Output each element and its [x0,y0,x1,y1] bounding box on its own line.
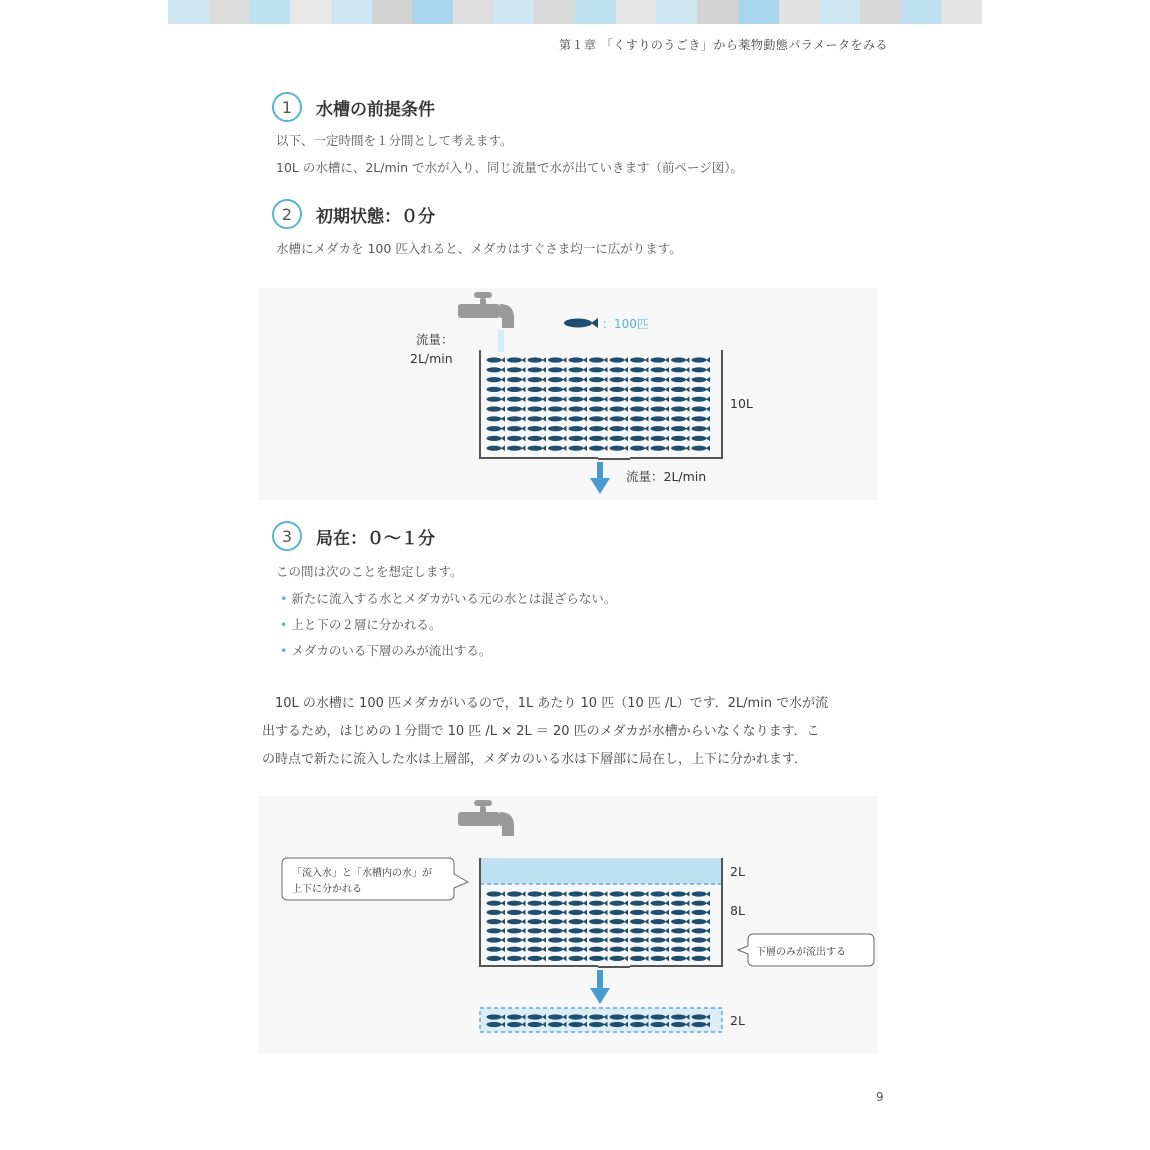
fish-icon [630,937,645,942]
fish-icon [507,1014,522,1019]
section-2-line-1: 水槽にメダカを 100 匹入れると、メダカはすぐさま均一に広がります。 [276,241,682,256]
fish-icon [548,891,563,896]
fish-icon [528,357,543,362]
fish-icon [630,901,645,906]
fish-icon [487,1014,502,1019]
fish-icon [487,1022,502,1027]
fish-icon [589,377,604,382]
fish-icon [528,947,543,952]
fish-icon [528,416,543,421]
fish-icon [589,919,604,924]
inflow-water-layer [480,858,722,884]
fish-icon [548,426,563,431]
band-segment [331,0,372,24]
fish-icon [548,357,563,362]
fish-icon [589,901,604,906]
fish-icon [528,919,543,924]
fish-icon [692,891,707,896]
fish-icon [630,891,645,896]
fish-icon [589,357,604,362]
top-layer-volume-label: 2L [730,864,745,879]
fish-icon [630,387,645,392]
fish-icon [528,446,543,451]
outflow-rate-label: 流量：2L/min [626,469,707,484]
fish-icon [569,397,584,402]
fish-icon [589,891,604,896]
fish-icon [651,357,666,362]
fish-icon [610,436,625,441]
fish-icon [651,1014,666,1019]
fish-icon [610,416,625,421]
fish-icon [548,937,563,942]
section-3-heading [272,521,435,551]
band-segment [819,0,860,24]
fish-icon [548,901,563,906]
fish-icon [630,377,645,382]
fish-icon [569,947,584,952]
fish-icon [507,377,522,382]
fish-icon [507,446,522,451]
bullet-item [280,615,441,633]
fish-icon [630,1022,645,1027]
inflow-rate-label-2: 2L/min [410,351,453,366]
fish-icon [692,947,707,952]
fish-icon [548,397,563,402]
water-stream [498,330,504,352]
fish-icon [651,928,666,933]
band-segment [656,0,697,24]
fish-icon [528,928,543,933]
fish-icon [589,956,604,961]
fish-icon [651,416,666,421]
fish-icon [671,446,686,451]
fish-icon [528,1014,543,1019]
fish-icon [548,367,563,372]
outflow-water-box [480,1008,722,1032]
fish-icon [671,367,686,372]
left-callout-text-1: 「流入水」と「水槽内の水」が [292,868,432,879]
fish-icon [548,947,563,952]
fish-icon [671,901,686,906]
fish-icon [507,956,522,961]
fish-icon [610,891,625,896]
fish-icon [487,387,502,392]
fish-icon [692,426,707,431]
fish-icon [692,937,707,942]
fish-icon [651,446,666,451]
fish-icon [651,436,666,441]
fish-icon [589,1022,604,1027]
section-1-heading [272,92,435,122]
fish-icon [671,416,686,421]
fish-icon [569,367,584,372]
fish-icon [630,436,645,441]
fish-icon [487,947,502,952]
tank-layered-figure [258,796,878,1054]
fish-icon [528,901,543,906]
fish-icon [692,928,707,933]
bullet-item [280,589,616,607]
fish-icon [630,397,645,402]
fish-icon [671,436,686,441]
fish-icon [569,426,584,431]
fish-icon [548,377,563,382]
fish-icon [589,426,604,431]
fish-icon [487,910,502,915]
fish-icon [507,901,522,906]
band-segment [941,0,982,24]
fish-icon [692,377,707,382]
fish-icon [507,947,522,952]
band-segment [779,0,820,24]
fish-icon [651,377,666,382]
fish-icon [528,436,543,441]
fish-icon [507,416,522,421]
fish-icon [692,446,707,451]
fish-icon [692,416,707,421]
bullet-text: メダカのいる下層のみが流出する。 [291,643,492,658]
fish-icon [630,956,645,961]
fish-icon [589,947,604,952]
fish-icon [671,397,686,402]
page-number: 9 [876,1090,884,1104]
fish-icon [651,891,666,896]
tank-outlet [598,458,630,460]
fish-icon [528,1022,543,1027]
fish-icon [671,357,686,362]
fish-icon [528,910,543,915]
fish-icon [528,387,543,392]
fish-icon [548,956,563,961]
fish-icon [528,406,543,411]
fish-icon [507,1022,522,1027]
fish-icon [507,891,522,896]
fish-icon [692,387,707,392]
fish-icon [630,357,645,362]
fish-icon [589,928,604,933]
running-head: 第１章 「くすりのうごき」から薬物動態パラメータをみる [559,38,888,52]
fish-legend-label: ：100匹 [602,317,649,331]
fish-icon [589,406,604,411]
fish-icon [589,1014,604,1019]
fish-icon [610,928,625,933]
fish-icon [630,910,645,915]
paragraph-line: の時点で新たに流入した水は上層部，メダカのいる水は下層部に局在し，上下に分かれます． [262,752,807,767]
fish-icon [487,397,502,402]
bullet-dot-icon: • [280,617,288,632]
fish-icon [569,937,584,942]
fish-icon [507,357,522,362]
fish-icon [651,901,666,906]
fish-icon [569,406,584,411]
tank-initial-figure [258,288,878,500]
fish-icon [589,937,604,942]
band-segment [168,0,209,24]
section-title: 水槽の前提条件 [316,99,435,120]
band-segment [534,0,575,24]
fish-icon [610,367,625,372]
fish-icon [528,956,543,961]
fish-icon [671,910,686,915]
fish-icon [692,919,707,924]
fish-icon [651,947,666,952]
fish-icon [548,387,563,392]
fish-icon [692,1014,707,1019]
inflow-rate-label-1: 流量： [416,332,454,347]
fish-icon [589,387,604,392]
band-segment [738,0,779,24]
bullet-dot-icon: • [280,643,288,658]
fish-icon [651,406,666,411]
fish-icon [671,928,686,933]
fish-icon [569,436,584,441]
fish-icon [692,956,707,961]
fish-icon [692,357,707,362]
fish-icon [651,937,666,942]
right-callout-text: 下層のみが流出する [756,947,846,958]
fish-icon [671,891,686,896]
fish-icon [610,937,625,942]
fish-icon [671,956,686,961]
fish-icon [487,446,502,451]
explanation-paragraph [262,690,894,774]
fish-icon [589,416,604,421]
tank-outlet [598,966,630,968]
fish-icon [671,1022,686,1027]
fish-icon [630,1014,645,1019]
fish-icon [569,1014,584,1019]
fish-icon [610,406,625,411]
fish-icon [589,367,604,372]
fish-icon [487,937,502,942]
fish-icon [630,446,645,451]
fish-icon [671,387,686,392]
fish-icon [692,406,707,411]
fish-icon [548,910,563,915]
section-3-line-1: この間は次のことを想定します。 [276,564,463,579]
bullet-dot-icon: • [280,591,288,606]
fish-icon [487,891,502,896]
fish-icon [569,910,584,915]
section-2-heading [272,199,435,229]
fish-icon [651,387,666,392]
fish-icon [507,919,522,924]
section-1-line-1: 以下、一定時間を１分間として考えます。 [276,133,513,148]
fish-icon [610,910,625,915]
fish-icon [671,426,686,431]
band-segment [860,0,901,24]
fish-icon [671,937,686,942]
fish-icon [692,1022,707,1027]
fish-icon [569,919,584,924]
fish-icon [487,367,502,372]
fish-icon [569,891,584,896]
fish-icon [528,377,543,382]
fish-icon [692,397,707,402]
fish-icon [569,416,584,421]
section-title: 局在：０～１分 [316,528,435,549]
fish-icon [610,1022,625,1027]
fish-icon [487,436,502,441]
fish-icon [528,426,543,431]
fish-icon [487,901,502,906]
fish-icon [630,367,645,372]
band-segment [575,0,616,24]
fish-icon [528,937,543,942]
band-segment [209,0,250,24]
fish-icon [548,928,563,933]
fish-icon [589,397,604,402]
bottom-layer-volume-label: 8L [730,903,745,918]
fish-icon [630,947,645,952]
fish-icon [610,919,625,924]
section-number-badge: 2 [272,199,302,229]
fish-icon [692,910,707,915]
fish-icon [589,446,604,451]
band-segment [494,0,535,24]
fish-icon [651,397,666,402]
band-segment [901,0,942,24]
fish-icon [630,928,645,933]
fish-icon [569,377,584,382]
fish-icon [487,377,502,382]
fish-icon [651,919,666,924]
fish-icon [528,367,543,372]
paragraph-line: 10L の水槽に 100 匹メダカがいるので，1L あたり 10 匹（10 匹 /L）です．2L/min で水が流 [262,696,829,711]
band-segment [290,0,331,24]
fish-icon [548,406,563,411]
fish-icon [507,387,522,392]
left-callout-text-2: 上下に分かれる [292,884,362,895]
fish-icon [671,1014,686,1019]
fish-icon [487,416,502,421]
fish-icon [528,397,543,402]
band-segment [616,0,657,24]
fish-icon [507,397,522,402]
section-number-badge: 1 [272,92,302,122]
fish-icon [548,436,563,441]
fish-icon [610,446,625,451]
figure-background [258,288,878,500]
fish-icon [692,367,707,372]
fish-icon [610,397,625,402]
fish-icon [548,1022,563,1027]
section-1-line-2: 10L の水槽に、2L/min で水が入り、同じ流量で水が出ていきます（前ページ図）。 [276,160,744,175]
fish-icon [651,956,666,961]
fish-icon [487,426,502,431]
fish-icon [651,1022,666,1027]
header-color-band [168,0,982,24]
paragraph-line: 出するため，はじめの１分間で 10 匹 /L × 2L ＝ 20 匹のメダカが水槽からいなくなります．こ [262,724,820,739]
fish-icon [548,1014,563,1019]
fish-icon [610,387,625,392]
fish-icon [610,357,625,362]
fish-icon [610,377,625,382]
fish-icon [569,956,584,961]
band-segment [697,0,738,24]
fish-icon [671,947,686,952]
fish-icon [507,937,522,942]
fish-icon [589,436,604,441]
fish-icon [610,1014,625,1019]
fish-icon [569,901,584,906]
section-title: 初期状態：０分 [316,206,435,227]
bullet-text: 新たに流入する水とメダカがいる元の水とは混ざらない。 [291,591,617,606]
fish-icon [507,928,522,933]
fish-icon [671,919,686,924]
bullet-text: 上と下の２層に分かれる。 [291,617,442,632]
band-segment [412,0,453,24]
fish-icon [569,446,584,451]
fish-icon [692,436,707,441]
fish-icon [548,416,563,421]
fish-icon [671,377,686,382]
fish-icon [569,928,584,933]
fish-icon [487,919,502,924]
fish-icon [548,919,563,924]
bullet-item [280,641,491,659]
fish-icon [630,919,645,924]
fish-icon [610,956,625,961]
fish-icon [589,910,604,915]
fish-icon [487,406,502,411]
fish-icon [507,436,522,441]
band-segment [453,0,494,24]
fish-icon [630,426,645,431]
fish-icon [487,928,502,933]
fish-icon [487,956,502,961]
tank-volume-label: 10L [730,396,753,411]
fish-icon [528,891,543,896]
fish-icon [610,426,625,431]
fish-icon [548,446,563,451]
band-segment [372,0,413,24]
fish-icon [630,406,645,411]
fish-icon [651,910,666,915]
fish-icon [507,367,522,372]
fish-icon [507,426,522,431]
fish-icon [569,387,584,392]
fish-icon [630,416,645,421]
fish-icon [671,406,686,411]
outflow-volume-label: 2L [730,1013,745,1028]
band-segment [249,0,290,24]
fish-icon [610,901,625,906]
fish-icon [651,367,666,372]
fish-icon [651,426,666,431]
fish-icon [569,357,584,362]
fish-icon [610,947,625,952]
fish-icon [507,910,522,915]
fish-icon [692,901,707,906]
section-number-badge: 3 [272,521,302,551]
fish-icon [569,1022,584,1027]
fish-icon [507,406,522,411]
fish-icon [487,357,502,362]
